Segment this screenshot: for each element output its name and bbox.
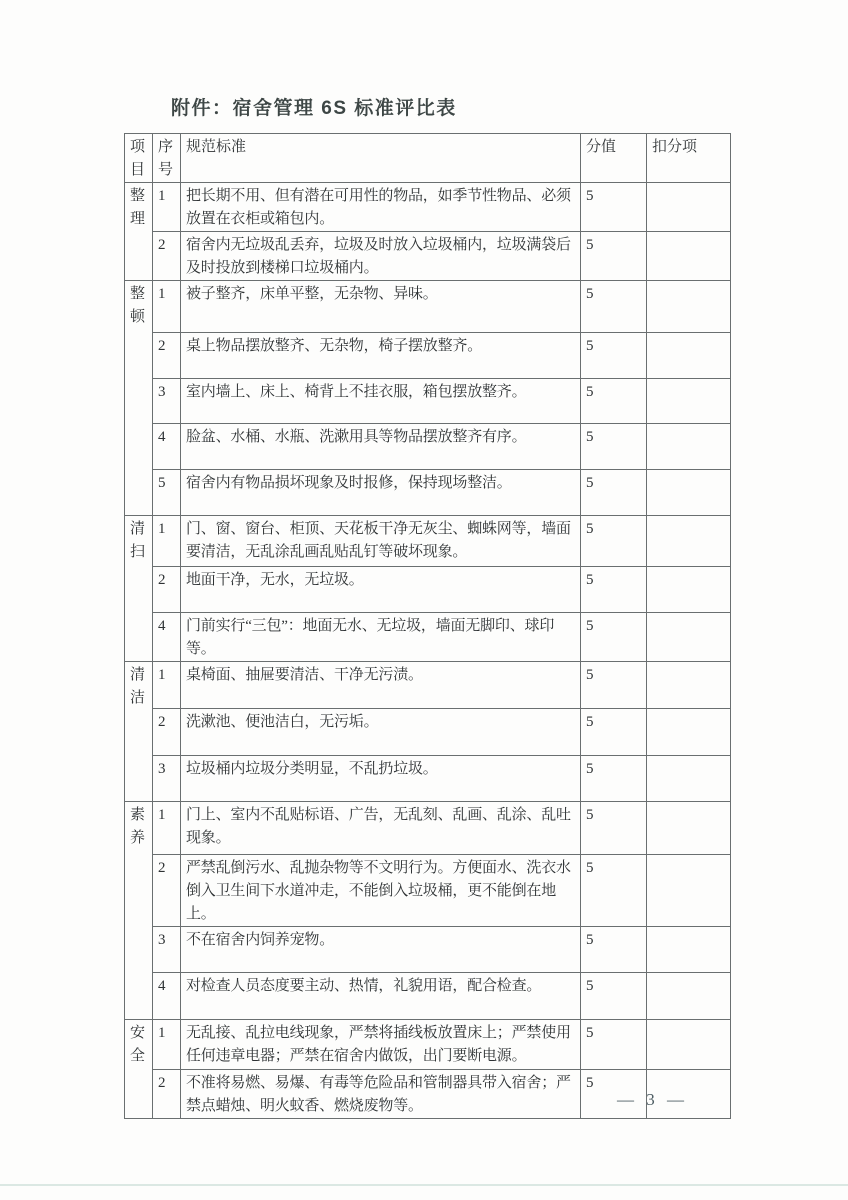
- column-header-score: 分值: [581, 134, 647, 183]
- standard-cell: 室内墙上、床上、椅背上不挂衣服，箱包摆放整齐。: [181, 379, 581, 424]
- deduction-cell: [647, 613, 731, 662]
- deduction-cell: [647, 756, 731, 802]
- index-cell: 4: [153, 613, 181, 662]
- index-cell: 1: [153, 516, 181, 567]
- standard-cell: 门上、室内不乱贴标语、广告，无乱刻、乱画、乱涂、乱吐现象。: [181, 802, 581, 855]
- standard-cell: 不在宿舍内饲养宠物。: [181, 927, 581, 973]
- table-row: [125, 567, 731, 613]
- table-row: [125, 470, 731, 516]
- deduction-cell: [647, 1020, 731, 1070]
- score-cell: 5: [581, 756, 647, 802]
- index-cell: 1: [153, 802, 181, 855]
- table-row: [125, 379, 731, 424]
- deduction-cell: [647, 567, 731, 613]
- score-cell: 5: [581, 1020, 647, 1070]
- column-header-category: 项目: [125, 134, 153, 183]
- standard-cell: 不准将易燃、易爆、有毒等危险品和管制器具带入宿舍；严禁点蜡烛、明火蚊香、燃烧废物等。: [181, 1070, 581, 1119]
- deduction-cell: [647, 183, 731, 232]
- standard-cell: 地面干净，无水，无垃圾。: [181, 567, 581, 613]
- index-cell: 3: [153, 756, 181, 802]
- score-cell: 5: [581, 232, 647, 281]
- column-header-index: 序号: [153, 134, 181, 183]
- score-cell: 5: [581, 470, 647, 516]
- table-row: [125, 855, 731, 927]
- score-cell: 5: [581, 613, 647, 662]
- standard-cell: 脸盆、水桶、水瓶、洗漱用具等物品摆放整齐有序。: [181, 424, 581, 470]
- score-cell: 5: [581, 333, 647, 379]
- standard-cell: 宿舍内有物品损坏现象及时报修，保持现场整洁。: [181, 470, 581, 516]
- page-number: — 3 —: [617, 1090, 688, 1109]
- category-cell: 清扫: [125, 516, 153, 662]
- standard-cell: 洗漱池、便池洁白，无污垢。: [181, 709, 581, 756]
- category-cell: 整顿: [125, 281, 153, 516]
- deduction-cell: [647, 927, 731, 973]
- evaluation-table: [124, 133, 731, 1119]
- score-cell: 5: [581, 516, 647, 567]
- standard-cell: 桌上物品摆放整齐、无杂物，椅子摆放整齐。: [181, 333, 581, 379]
- deduction-cell: [647, 232, 731, 281]
- score-cell: 5: [581, 662, 647, 709]
- deduction-cell: [647, 470, 731, 516]
- deduction-cell: [647, 379, 731, 424]
- score-cell: 5: [581, 424, 647, 470]
- standard-cell: 无乱接、乱拉电线现象，严禁将插线板放置床上；严禁使用任何违章电器；严禁在宿舍内做饭，出门要断电源。: [181, 1020, 581, 1070]
- category-cell: 清洁: [125, 662, 153, 802]
- table-row: [125, 709, 731, 756]
- index-cell: 2: [153, 855, 181, 927]
- standard-cell: 桌椅面、抽屉要清洁、干净无污渍。: [181, 662, 581, 709]
- page-title: 附件：宿舍管理 6S 标准评比表: [171, 98, 457, 119]
- table-row: [125, 183, 731, 232]
- standard-cell: 门前实行“三包”：地面无水、无垃圾，墙面无脚印、球印等。: [181, 613, 581, 662]
- score-cell: 5: [581, 379, 647, 424]
- column-header-deduction: 扣分项: [647, 134, 731, 183]
- table-row: [125, 281, 731, 333]
- deduction-cell: [647, 424, 731, 470]
- deduction-cell: [647, 855, 731, 927]
- score-cell: 5: [581, 709, 647, 756]
- deduction-cell: [647, 516, 731, 567]
- table-row: [125, 333, 731, 379]
- category-cell: 素养: [125, 802, 153, 1020]
- table-row: [125, 802, 731, 855]
- standard-cell: 被子整齐，床单平整，无杂物、异味。: [181, 281, 581, 333]
- index-cell: 1: [153, 281, 181, 333]
- standard-cell: 把长期不用、但有潜在可用性的物品，如季节性物品、必须放置在衣柜或箱包内。: [181, 183, 581, 232]
- score-cell: 5: [581, 973, 647, 1020]
- standard-cell: 宿舍内无垃圾乱丢弃，垃圾及时放入垃圾桶内，垃圾满袋后及时投放到楼梯口垃圾桶内。: [181, 232, 581, 281]
- score-cell: 5: [581, 183, 647, 232]
- index-cell: 2: [153, 232, 181, 281]
- column-header-standard: 规范标准: [181, 134, 581, 183]
- table-row: [125, 516, 731, 567]
- index-cell: 5: [153, 470, 181, 516]
- index-cell: 3: [153, 379, 181, 424]
- index-cell: 1: [153, 662, 181, 709]
- table-row: [125, 973, 731, 1020]
- score-cell: 5: [581, 567, 647, 613]
- index-cell: 2: [153, 709, 181, 756]
- deduction-cell: [647, 281, 731, 333]
- score-cell: 5: [581, 1070, 647, 1119]
- index-cell: 4: [153, 424, 181, 470]
- table-row: [125, 232, 731, 281]
- score-cell: 5: [581, 927, 647, 973]
- score-cell: 5: [581, 855, 647, 927]
- index-cell: 3: [153, 927, 181, 973]
- table-row: [125, 662, 731, 709]
- header-row: [125, 134, 731, 183]
- deduction-cell: [647, 802, 731, 855]
- table-row: [125, 424, 731, 470]
- table-row: [125, 756, 731, 802]
- standard-cell: 垃圾桶内垃圾分类明显，不乱扔垃圾。: [181, 756, 581, 802]
- index-cell: 1: [153, 183, 181, 232]
- score-cell: 5: [581, 281, 647, 333]
- index-cell: 1: [153, 1020, 181, 1070]
- category-cell: 安全: [125, 1020, 153, 1119]
- standard-cell: 门、窗、窗台、柜顶、天花板干净无灰尘、蜘蛛网等，墙面要清洁，无乱涂乱画乱贴乱钉等破坏现象。: [181, 516, 581, 567]
- index-cell: 2: [153, 567, 181, 613]
- deduction-cell: [647, 973, 731, 1020]
- index-cell: 2: [153, 1070, 181, 1119]
- index-cell: 2: [153, 333, 181, 379]
- standard-cell: 严禁乱倒污水、乱抛杂物等不文明行为。方便面水、洗衣水倒入卫生间下水道冲走，不能倒入垃圾桶，更不能倒在地上。: [181, 855, 581, 927]
- index-cell: 4: [153, 973, 181, 1020]
- category-cell: 整理: [125, 183, 153, 281]
- scan-edge-line: [0, 1184, 848, 1186]
- score-cell: 5: [581, 802, 647, 855]
- table-row: [125, 1020, 731, 1070]
- deduction-cell: [647, 333, 731, 379]
- deduction-cell: [647, 709, 731, 756]
- table-row: [125, 613, 731, 662]
- standard-cell: 对检查人员态度要主动、热情，礼貌用语，配合检查。: [181, 973, 581, 1020]
- deduction-cell: [647, 662, 731, 709]
- table-row: [125, 927, 731, 973]
